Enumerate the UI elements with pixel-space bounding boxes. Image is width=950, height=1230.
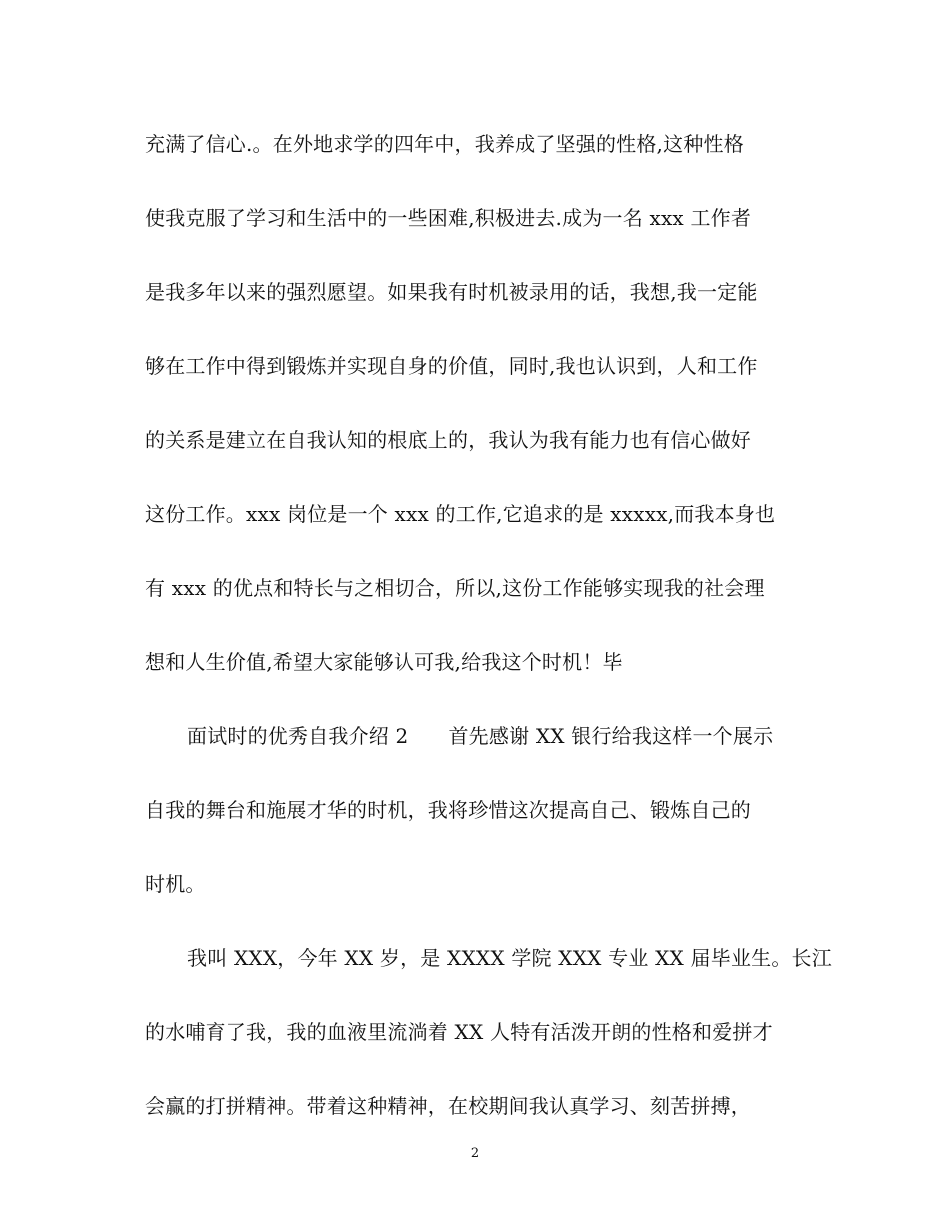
body-text-line: 是我多年以来的强烈愿望。如果我有时机被录用的话，我想,我一定能 <box>145 280 758 304</box>
body-text-line: 时机。 <box>145 872 206 896</box>
body-text-line: 使我克服了学习和生活中的一些困难,积极进去.成为一名 xxx 工作者 <box>145 206 752 230</box>
body-text-line: 想和人生价值,希望大家能够认可我,给我这个时机！毕 <box>145 650 623 674</box>
section-heading-line <box>187 722 857 750</box>
body-text-line: 的水哺育了我，我的血液里流淌着 XX 人特有活泼开朗的性格和爱拼才 <box>145 1020 773 1044</box>
body-text-line: 自我的舞台和施展才华的时机，我将珍惜这次提高自己、锻炼自己的 <box>145 798 751 822</box>
body-text-line: 这份工作。xxx 岗位是一个 xxx 的工作,它追求的是 xxxxx,而我本身也 <box>145 502 776 526</box>
page-number: 2 <box>470 1146 480 1161</box>
body-text-line: 会赢的打拼精神。带着这种精神，在校期间我认真学习、刻苦拼搏， <box>145 1094 751 1118</box>
section-title: 面试时的优秀自我介绍 2 <box>187 724 409 748</box>
body-text-line: 有 xxx 的优点和特长与之相切合，所以,这份工作能够实现我的社会理 <box>145 576 765 600</box>
section-first-line: 首先感谢 XX 银行给我这样一个展示 <box>448 724 774 748</box>
body-text-line: 够在工作中得到锻炼并实现自身的价值，同时,我也认识到，人和工作 <box>145 354 758 378</box>
paragraph-first-line: 我叫 XXX，今年 XX 岁，是 XXXX 学院 XXX 专业 XX 届毕业生。长江 <box>187 946 832 970</box>
body-text-line: 充满了信心.。在外地求学的四年中，我养成了坚强的性格,这种性格 <box>145 132 744 156</box>
body-text-line: 的关系是建立在自我认知的根底上的，我认为我有能力也有信心做好 <box>145 428 751 452</box>
